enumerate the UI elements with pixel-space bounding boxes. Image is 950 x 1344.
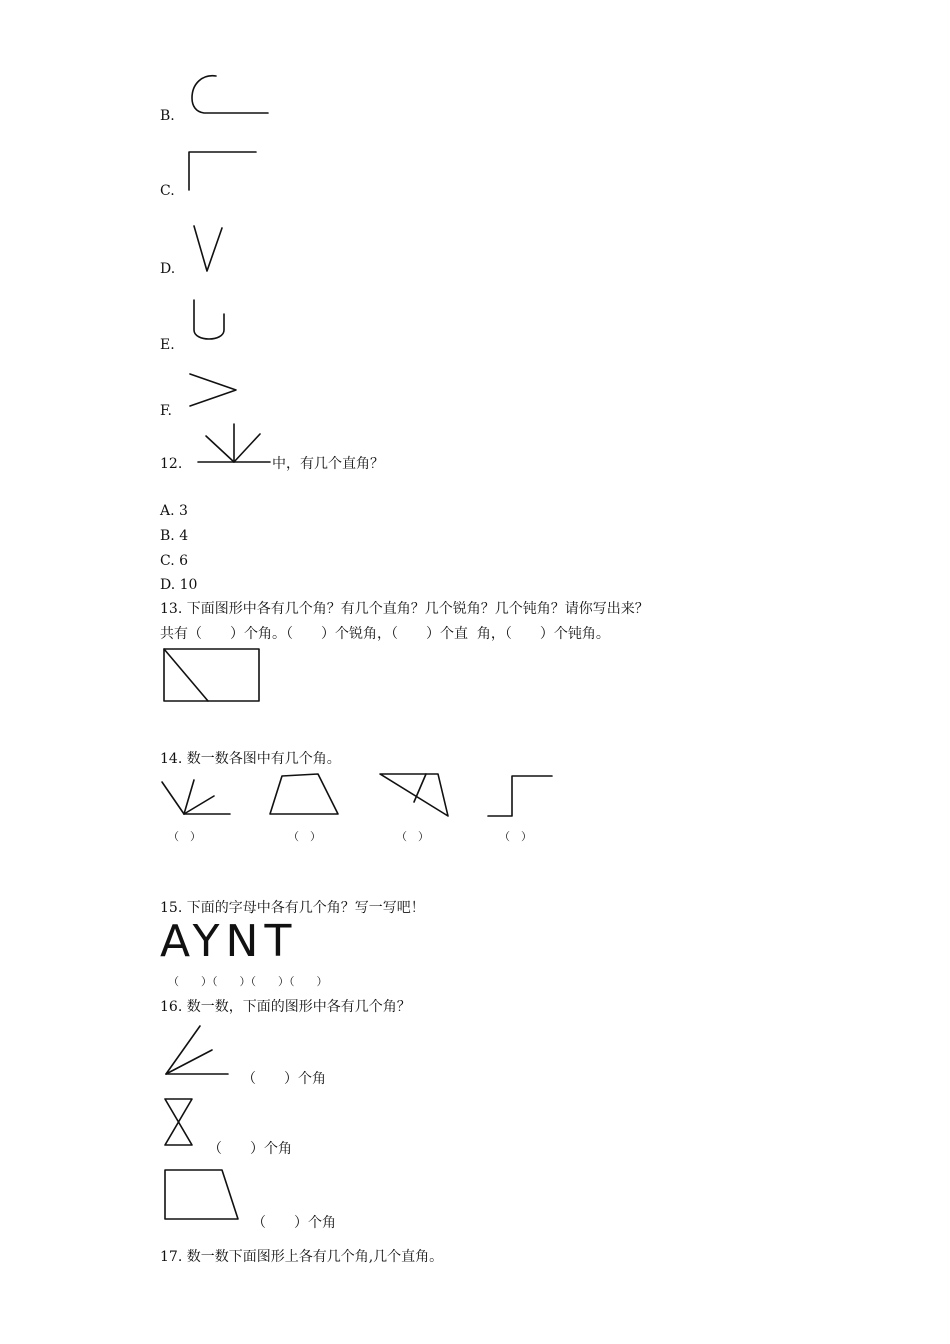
q16-trapezoid-figure [162, 1167, 244, 1225]
q13-rectangle-figure [162, 647, 262, 705]
q12-option-a: A. 3 [160, 503, 188, 519]
q16-blank-2: （ ）个角 [208, 1141, 292, 1157]
q14-blank-2: （ ） [288, 830, 321, 843]
q14-figure-3 [378, 770, 452, 820]
option-e-figure [190, 296, 230, 348]
q14-title: 14. 数一数各图中有几个角。 [160, 751, 341, 767]
q13-title: 13. 下面图形中各有几个角？有几个直角？几个锐角？几个钝角？请你写出来？ [160, 601, 649, 617]
q13-blanks: 共有（ ）个角。（ ）个锐角，（ ）个直 角，（ ）个钝角。 [160, 626, 610, 642]
q12-option-b: B. 4 [160, 528, 189, 544]
option-f-figure [186, 370, 242, 410]
q14-figure-2 [268, 772, 342, 818]
q14-blank-1: （ ） [168, 830, 201, 843]
option-b-figure [186, 72, 272, 118]
option-f-label: F. [160, 403, 172, 419]
q16-fan-figure [162, 1022, 232, 1078]
q14-figure-4 [486, 772, 556, 820]
option-c-figure [186, 148, 260, 194]
q16-hourglass-figure [162, 1096, 196, 1150]
q17-title: 17. 数一数下面图形上各有几个角,几个直角。 [160, 1249, 444, 1265]
q14-blank-4: （ ） [499, 830, 532, 843]
q12-option-d: D. 10 [160, 577, 198, 593]
q16-title: 16. 数一数，下面的图形中各有几个角？ [160, 999, 411, 1015]
q12-option-c: C. 6 [160, 553, 189, 569]
q12-number: 12. [160, 456, 183, 472]
q15-title: 15. 下面的字母中各有几个角？写一写吧！ [160, 900, 425, 916]
option-e-label: E. [160, 337, 175, 353]
option-d-figure [190, 222, 226, 274]
q14-blank-3: （ ） [396, 830, 429, 843]
option-d-label: D. [160, 261, 176, 277]
q16-blank-1: （ ）个角 [242, 1071, 326, 1087]
q12-rays-figure [198, 422, 272, 466]
q14-figure-1 [158, 774, 234, 818]
q15-letters: AYNT [160, 916, 298, 967]
option-b-label: B. [160, 108, 175, 124]
q16-blank-3: （ ）个角 [252, 1215, 336, 1231]
option-c-label: C. [160, 183, 175, 199]
q12-question: 中，有几个直角？ [272, 456, 384, 472]
q15-blanks: （ ）（ ）（ ）（ ） [168, 975, 328, 988]
